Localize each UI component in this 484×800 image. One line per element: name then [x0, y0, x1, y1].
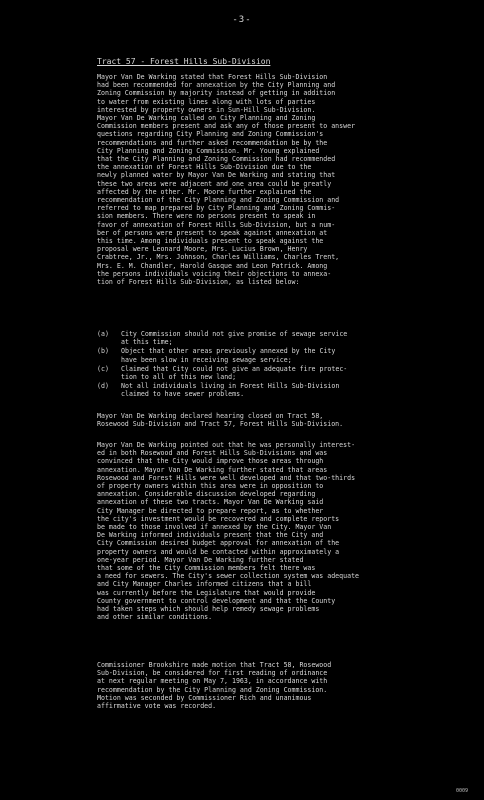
- list-text: Not all individuals living in Forest Hills Sub-Division claimed to have sewer problems.: [121, 382, 340, 399]
- paragraph-motion: Commissioner Brookshire made motion that Tract 58, Rosewood Sub-Division, be considered for first reading of ordinance at next regular meeting on May 7, 1963, in accordance with recommendation by the City Planning and Zoning Commission. Motion was seconded by Commissioner Rich and unanimous affirmative vote was recorded.: [97, 661, 332, 711]
- list-marker: (d): [97, 382, 109, 391]
- list-item: [97, 365, 415, 381]
- paragraph-discussion: Mayor Van De Warking pointed out that he was personally interest- ed in both Rosewood and Forest Hills Sub-Divisions and was convinced that the City would improve those areas through annexation. Mayor Van De Warking further stated that areas Rosewood and Forest Hills were well developed and that two-thirds of property owners within this area were in opposition to annexation. Considerable discussion developed regarding annexation of these two tracts. Mayor Van De Warking said City Manager be directed to prepare report, as to whether the city's investment would be recovered and complete reports be made to those involved if annexed by the City. Mayor Van De Warking informed individuals present that the City and City Commission desired budget approval for annexation of the property owners and would be contacted within approximately a one-year period. Mayor Van De Warking further stated that some of the City Commission members felt there was a need for sewers. The City's sewer collection system was adequate and City Manager Charles informed citizens that a bill was currently before the Legislature that would provide County government to control development and that the County had taken steps which should help remedy sewage problems and other similar conditions.: [97, 441, 360, 622]
- list-text: City Commission should not give promise of sewage service at this time;: [121, 330, 348, 347]
- list-text: Claimed that City could not give an adequate fire protec- tion to all of this new land;: [121, 364, 348, 382]
- paragraph-annexation-hearing: Mayor Van De Warking stated that Forest Hills Sub-Division had been recommended for annexation by the City Planning and Zoning Commission by majority instead of getting in addition to water from existing lines along with lots of parties interested by property owners in Sun-Hill Sub-Division. Mayor Van De Warking called on City Planning and Zoning Commission members present and ask any of those present to answer questions regarding City Planning and Zoning Commission's recommendations and further asked recommendation be by the City Planning and Zoning Commission. Mr. Young explained that the City Planning and Zoning Commission had recommended the annexation of Forest Hills Sub-Division due to the newly planned water by Mayor Van De Warking and stating that these two areas were adjacent and one area could be greatly affected by the other. Mr. Moore further explained the recommendation of the City Planning and Zoning Commission and referred to map prepared by City Planning and Zoning Commis- sion members. There were no persons present to speak in favor of annexation of Forest Hills Sub-Division, but a num- ber of persons were present to speak against annexation at this time. Among individuals present to speak against the proposal were Leonard Moore, Mrs. Lucius Brown, Henry Crabtree, Jr., Mrs. Johnson, Charles Williams, Charles Trent, Mrs. E. M. Chandler, Harold Gasque and Leon Patrick. Among the persons individuals voicing their objections to annexa- tion of Forest Hills Sub-Division, as listed below:: [97, 73, 356, 287]
- list-item: [97, 347, 415, 363]
- list-item: [97, 382, 415, 398]
- footer-mark: 0009: [455, 788, 468, 794]
- paragraph-hearing-closed: Mayor Van De Warking declared hearing closed on Tract 58, Rosewood Sub-Division and Tract 57, Forest Hills Sub-Division.: [97, 412, 344, 429]
- list-text: Object that other areas previously annexed by the City have been slow in receiving sewage service;: [121, 347, 336, 364]
- list-marker: (b): [97, 347, 109, 356]
- list-item: [97, 330, 415, 346]
- list-marker: (c): [97, 364, 109, 373]
- page-number: -3-: [232, 15, 252, 25]
- section-heading: Tract 57 - Forest Hills Sub-Division: [97, 57, 271, 66]
- list-marker: (a): [97, 330, 109, 338]
- objections-list: [97, 330, 415, 400]
